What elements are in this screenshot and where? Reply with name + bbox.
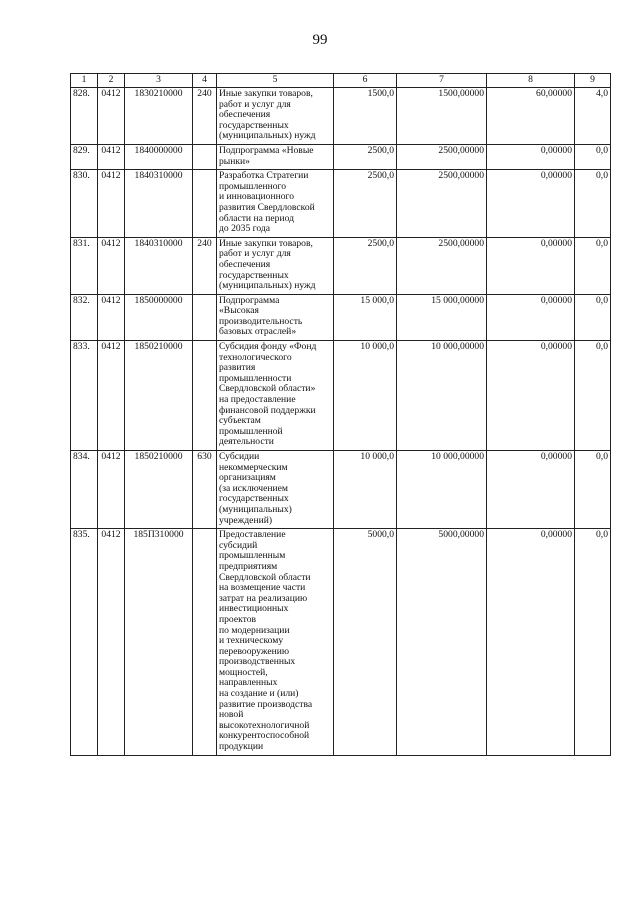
amount-col7: 2500,00000 <box>397 237 487 294</box>
table-row <box>71 88 611 145</box>
description-line: учреждений) <box>219 514 273 526</box>
section-code: 0412 <box>98 88 125 145</box>
description-line: базовых отраслей» <box>219 326 297 338</box>
description-line: по модернизации <box>219 624 290 636</box>
column-header: 8 <box>487 74 575 88</box>
amount-col6: 10 000,0 <box>334 451 397 529</box>
description <box>217 529 334 755</box>
table-row <box>71 237 611 294</box>
description-line: проектов <box>219 613 257 625</box>
section-code: 0412 <box>98 237 125 294</box>
description-line: инвестиционных <box>219 603 289 615</box>
description-line: «Высокая <box>219 305 259 317</box>
description <box>217 237 334 294</box>
description-line: некоммерческим <box>219 461 288 473</box>
amount-col8: 0,00000 <box>487 294 575 340</box>
column-header: 2 <box>98 74 125 88</box>
table-row <box>71 144 611 169</box>
description-line: Подпрограмма «Новые <box>219 144 314 156</box>
description <box>217 294 334 340</box>
description-line: Разработка Стратегии <box>219 170 309 182</box>
amount-col9: 4,0 <box>575 88 611 145</box>
amount-col6: 2500,0 <box>334 144 397 169</box>
description-line: работ и услуг для <box>219 98 291 110</box>
row-number: 833. <box>71 341 98 451</box>
description-line: Свердловской области» <box>219 383 316 395</box>
description-line: конкурентоспособной <box>219 730 310 742</box>
amount-col9: 0,0 <box>575 341 611 451</box>
description-line: предприятиям <box>219 560 278 572</box>
column-header: 5 <box>217 74 334 88</box>
description-line: государственных <box>219 119 289 131</box>
table-row <box>71 341 611 451</box>
row-number: 831. <box>71 237 98 294</box>
description-line: Свердловской области <box>219 571 311 583</box>
description-line: организациям <box>219 472 276 484</box>
table-header-row <box>71 74 611 88</box>
amount-col9: 0,0 <box>575 170 611 238</box>
description-line: до 2035 года <box>219 223 271 235</box>
description-line: Предоставление <box>219 529 286 541</box>
description-line: на возмещение части <box>219 582 306 594</box>
column-header: 3 <box>125 74 193 88</box>
section-code: 0412 <box>98 294 125 340</box>
column-header: 1 <box>71 74 98 88</box>
target-code: 1840000000 <box>125 144 193 169</box>
description-line: производительность <box>219 315 303 327</box>
row-number: 834. <box>71 451 98 529</box>
column-header: 4 <box>193 74 217 88</box>
description-line: направленных <box>219 677 278 689</box>
description <box>217 170 334 238</box>
amount-col7: 2500,00000 <box>397 170 487 238</box>
description-line: высокотехнологичной <box>219 719 310 731</box>
section-code: 0412 <box>98 529 125 755</box>
description-line: обеспечения <box>219 109 271 121</box>
column-header: 7 <box>397 74 487 88</box>
expense-type: 240 <box>193 237 217 294</box>
table-row <box>71 451 611 529</box>
amount-col7: 15 000,00000 <box>397 294 487 340</box>
section-code: 0412 <box>98 341 125 451</box>
description-line: (муниципальных) <box>219 503 292 515</box>
description-line: государственных <box>219 493 289 505</box>
description-line: государственных <box>219 269 289 281</box>
description-line: промышленной <box>219 425 283 437</box>
amount-col7: 10 000,00000 <box>397 341 487 451</box>
description-line: промышленности <box>219 372 292 384</box>
description-line: мощностей, <box>219 666 268 678</box>
table-row <box>71 294 611 340</box>
description-line: деятельности <box>219 436 274 448</box>
expense-type <box>193 294 217 340</box>
amount-col8: 0,00000 <box>487 341 575 451</box>
amount-col6: 15 000,0 <box>334 294 397 340</box>
row-number: 828. <box>71 88 98 145</box>
page-number: 99 <box>312 32 328 48</box>
amount-col9: 0,0 <box>575 529 611 755</box>
description-line: и техническому <box>219 635 284 647</box>
description-line: финансовой поддержки <box>219 404 316 416</box>
target-code: 1850000000 <box>125 294 193 340</box>
description-line: новой <box>219 709 244 721</box>
description-line: Субсидии <box>219 451 260 462</box>
description-line: Субсидия фонду «Фонд <box>219 341 317 353</box>
amount-col9: 0,0 <box>575 144 611 169</box>
amount-col9: 0,0 <box>575 451 611 529</box>
amount-col7: 2500,00000 <box>397 144 487 169</box>
description-line: работ и услуг для <box>219 248 291 260</box>
table-row <box>71 170 611 238</box>
target-code: 1850210000 <box>125 341 193 451</box>
description <box>217 451 334 529</box>
amount-col7: 5000,00000 <box>397 529 487 755</box>
description-line: рынки» <box>219 155 250 167</box>
amount-col6: 2500,0 <box>334 237 397 294</box>
amount-col6: 2500,0 <box>334 170 397 238</box>
row-number: 829. <box>71 144 98 169</box>
description-line: Иные закупки товаров, <box>219 237 313 249</box>
description-line: субсидий <box>219 539 258 551</box>
description-line: производственных <box>219 656 296 668</box>
row-number: 835. <box>71 529 98 755</box>
target-code: 1830210000 <box>125 88 193 145</box>
amount-col6: 10 000,0 <box>334 341 397 451</box>
column-header: 6 <box>334 74 397 88</box>
description-line: развития Свердловской <box>219 201 315 213</box>
section-code: 0412 <box>98 144 125 169</box>
description-line: (муниципальных) нужд <box>219 280 316 292</box>
description-line: перевооружению <box>219 645 290 657</box>
expense-type <box>193 144 217 169</box>
section-code: 0412 <box>98 451 125 529</box>
description-line: промышленным <box>219 550 286 562</box>
amount-col8: 0,00000 <box>487 237 575 294</box>
description-line: Иные закупки товаров, <box>219 88 313 99</box>
row-number: 832. <box>71 294 98 340</box>
amount-col8: 0,00000 <box>487 451 575 529</box>
expense-type <box>193 341 217 451</box>
description-line: области на период <box>219 212 294 224</box>
description-line: Подпрограмма <box>219 294 280 306</box>
description <box>217 341 334 451</box>
description-line: обеспечения <box>219 258 271 270</box>
description-line: продукции <box>219 741 264 753</box>
expense-type <box>193 170 217 238</box>
description <box>217 88 334 145</box>
description-line: развития <box>219 362 256 374</box>
description-line: технологического <box>219 351 292 363</box>
amount-col8: 0,00000 <box>487 144 575 169</box>
description-line: затрат на реализацию <box>219 592 308 604</box>
expense-type <box>193 529 217 755</box>
description-line: промышленного <box>219 180 287 192</box>
budget-table <box>70 73 611 756</box>
amount-col7: 10 000,00000 <box>397 451 487 529</box>
target-code: 185П310000 <box>125 529 193 755</box>
target-code: 1840310000 <box>125 170 193 238</box>
description <box>217 144 334 169</box>
amount-col7: 1500,00000 <box>397 88 487 145</box>
target-code: 1840310000 <box>125 237 193 294</box>
section-code: 0412 <box>98 170 125 238</box>
amount-col6: 1500,0 <box>334 88 397 145</box>
description-line: (за исключением <box>219 482 288 494</box>
expense-type: 630 <box>193 451 217 529</box>
description-line: (муниципальных) нужд <box>219 130 316 142</box>
amount-col8: 0,00000 <box>487 170 575 238</box>
description-line: развитие производства <box>219 698 313 710</box>
description-line: на предоставление <box>219 394 296 406</box>
row-number: 830. <box>71 170 98 238</box>
amount-col8: 60,00000 <box>487 88 575 145</box>
description-line: и инновационного <box>219 191 295 203</box>
amount-col9: 0,0 <box>575 294 611 340</box>
description-line: субъектам <box>219 415 261 427</box>
amount-col8: 0,00000 <box>487 529 575 755</box>
amount-col6: 5000,0 <box>334 529 397 755</box>
description-line: на создание и (или) <box>219 688 299 700</box>
table-row <box>71 529 611 755</box>
amount-col9: 0,0 <box>575 237 611 294</box>
expense-type: 240 <box>193 88 217 145</box>
column-header: 9 <box>575 74 611 88</box>
target-code: 1850210000 <box>125 451 193 529</box>
